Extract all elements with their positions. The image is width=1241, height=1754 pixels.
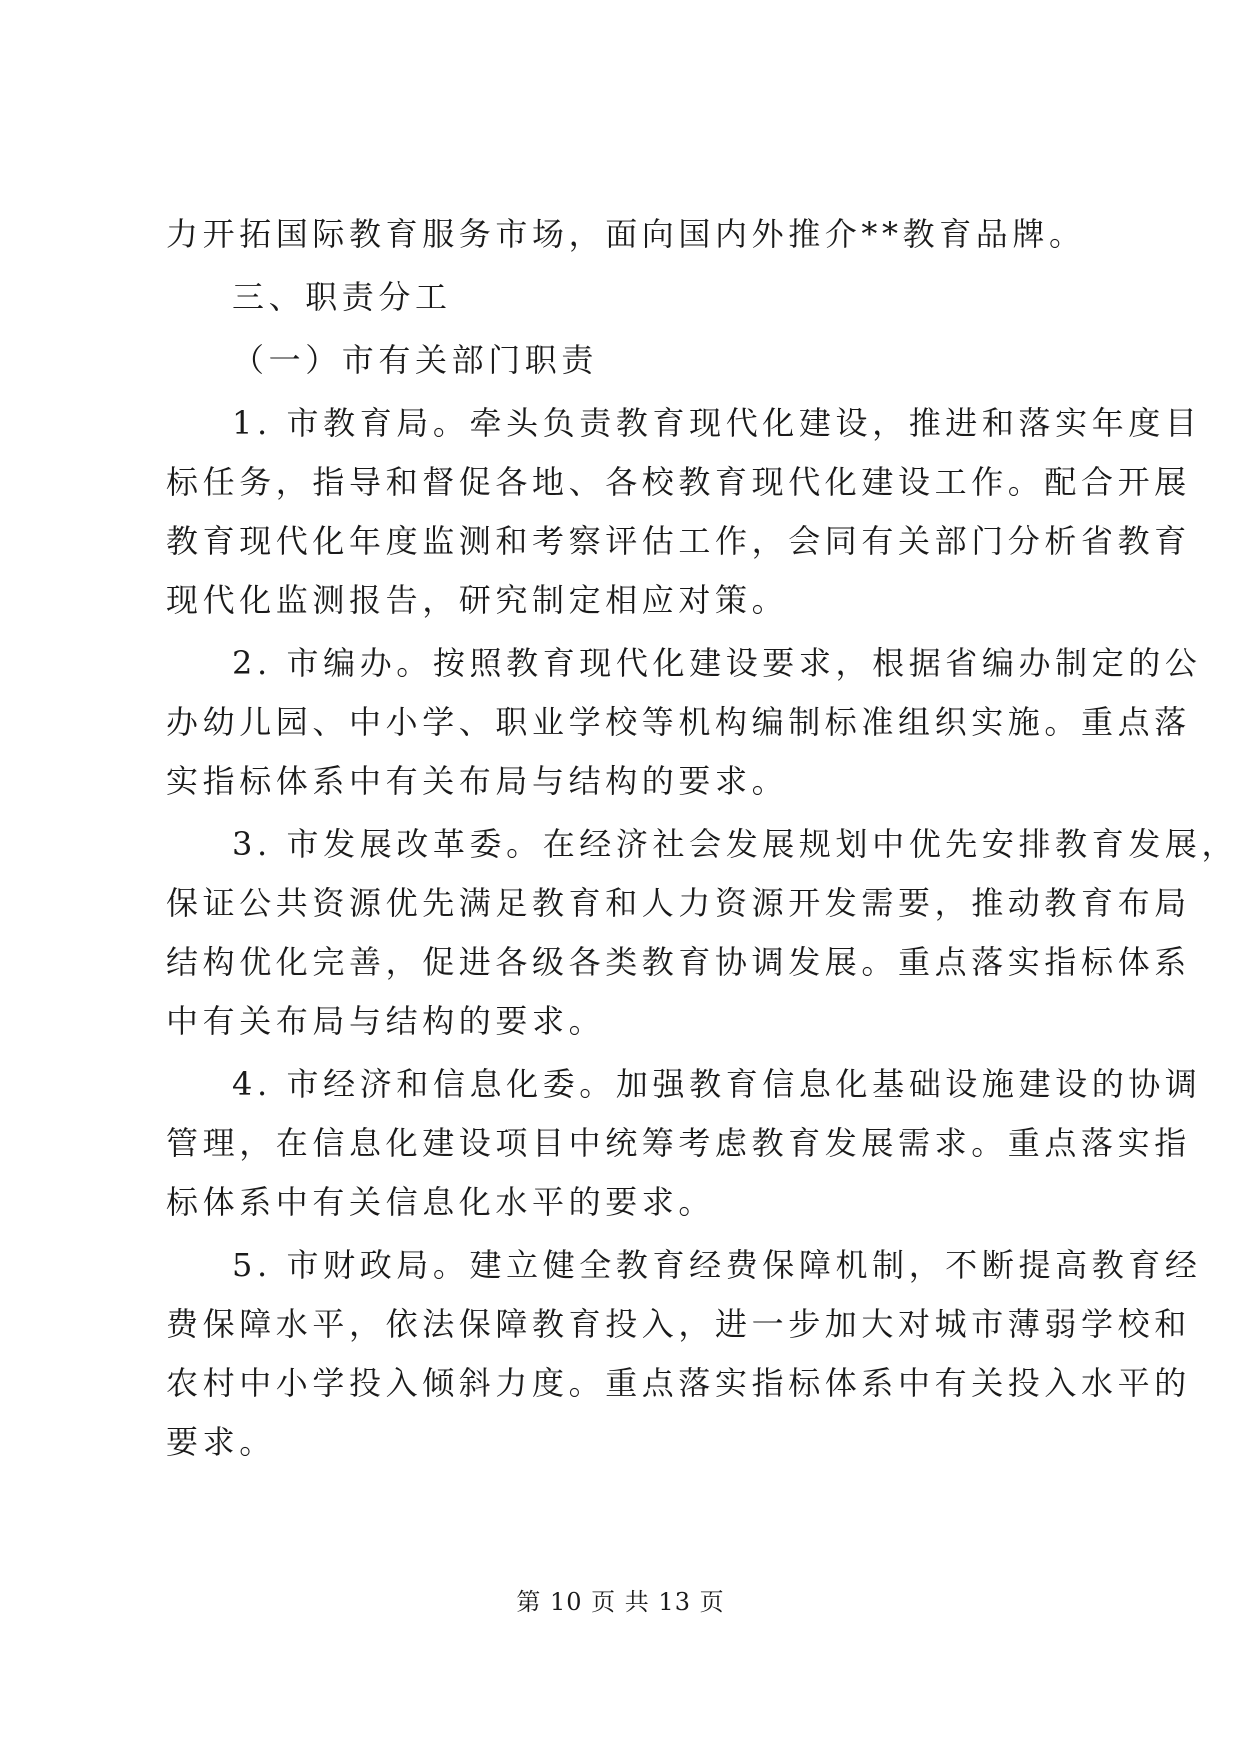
text-line: 3. 市发展改革委。在经济社会发展规划中优先安排教育发展， <box>232 825 1239 863</box>
page-footer: 第 10 页 共 13 页 <box>516 1588 725 1616</box>
text-line: 费保障水平，依法保障教育投入，进一步加大对城市薄弱学校和 <box>166 1305 1191 1343</box>
text-line: （一）市有关部门职责 <box>232 341 599 379</box>
text-line: 要求。 <box>166 1423 276 1461</box>
text-line: 2. 市编办。按照教育现代化建设要求，根据省编办制定的公 <box>232 644 1202 682</box>
text-line: 5. 市财政局。建立健全教育经费保障机制，不断提高教育经 <box>232 1246 1202 1284</box>
text-line: 标体系中有关信息化水平的要求。 <box>166 1183 716 1221</box>
text-line: 现代化监测报告，研究制定相应对策。 <box>166 581 789 619</box>
text-line: 实指标体系中有关布局与结构的要求。 <box>166 762 789 800</box>
text-line: 1. 市教育局。牵头负责教育现代化建设，推进和落实年度目 <box>232 404 1202 442</box>
text-line: 力开拓国际教育服务市场，面向国内外推介**教育品牌。 <box>166 215 1086 253</box>
text-line: 教育现代化年度监测和考察评估工作，会同有关部门分析省教育 <box>166 522 1191 560</box>
text-line: 结构优化完善，促进各级各类教育协调发展。重点落实指标体系 <box>166 943 1191 981</box>
text-line: 农村中小学投入倾斜力度。重点落实指标体系中有关投入水平的 <box>166 1364 1191 1402</box>
text-line: 保证公共资源优先满足教育和人力资源开发需要，推动教育布局 <box>166 884 1191 922</box>
text-line: 标任务，指导和督促各地、各校教育现代化建设工作。配合开展 <box>166 463 1191 501</box>
text-line: 4. 市经济和信息化委。加强教育信息化基础设施建设的协调 <box>232 1065 1202 1103</box>
document-body <box>166 205 1239 1476</box>
text-line: 三、职责分工 <box>232 278 452 316</box>
text-line: 管理，在信息化建设项目中统筹考虑教育发展需求。重点落实指 <box>166 1124 1191 1162</box>
text-line: 办幼儿园、中小学、职业学校等机构编制标准组织实施。重点落 <box>166 703 1191 741</box>
text-line: 中有关布局与结构的要求。 <box>166 1002 606 1040</box>
